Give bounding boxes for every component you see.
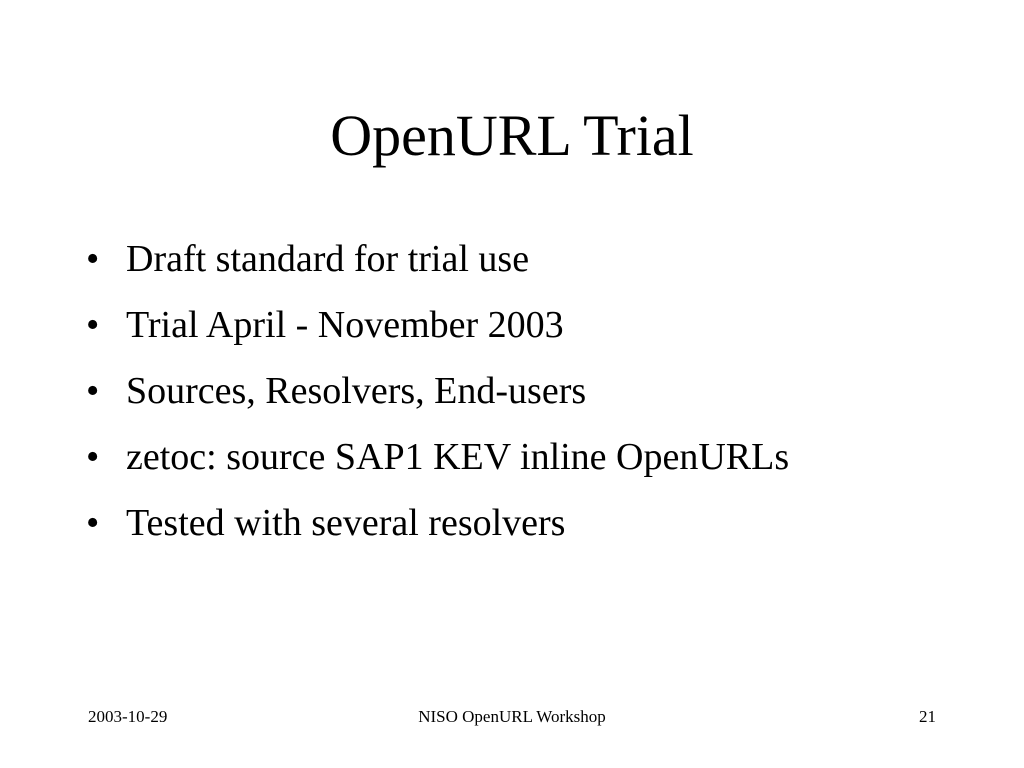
footer-date: 2003-10-29 bbox=[88, 707, 168, 726]
bullet-icon: • bbox=[86, 502, 100, 544]
bullet-item bbox=[86, 226, 789, 292]
bullet-list bbox=[86, 226, 789, 556]
bullet-item bbox=[86, 424, 789, 490]
bullet-item bbox=[86, 490, 789, 556]
bullet-item bbox=[86, 292, 789, 358]
slide-title: OpenURL Trial bbox=[330, 103, 694, 168]
bullet-text: zetoc: source SAP1 KEV inline OpenURLs bbox=[126, 436, 790, 478]
bullet-icon: • bbox=[86, 304, 100, 346]
bullet-icon: • bbox=[86, 370, 100, 412]
bullet-text: Tested with several resolvers bbox=[126, 502, 566, 544]
footer-title: NISO OpenURL Workshop bbox=[418, 707, 606, 726]
bullet-icon: • bbox=[86, 238, 100, 280]
bullet-text: Draft standard for trial use bbox=[126, 238, 530, 280]
bullet-icon: • bbox=[86, 436, 100, 478]
page-number: 21 bbox=[919, 707, 936, 726]
bullet-text: Sources, Resolvers, End-users bbox=[126, 370, 587, 412]
bullet-item bbox=[86, 358, 789, 424]
bullet-text: Trial April - November 2003 bbox=[126, 304, 564, 346]
